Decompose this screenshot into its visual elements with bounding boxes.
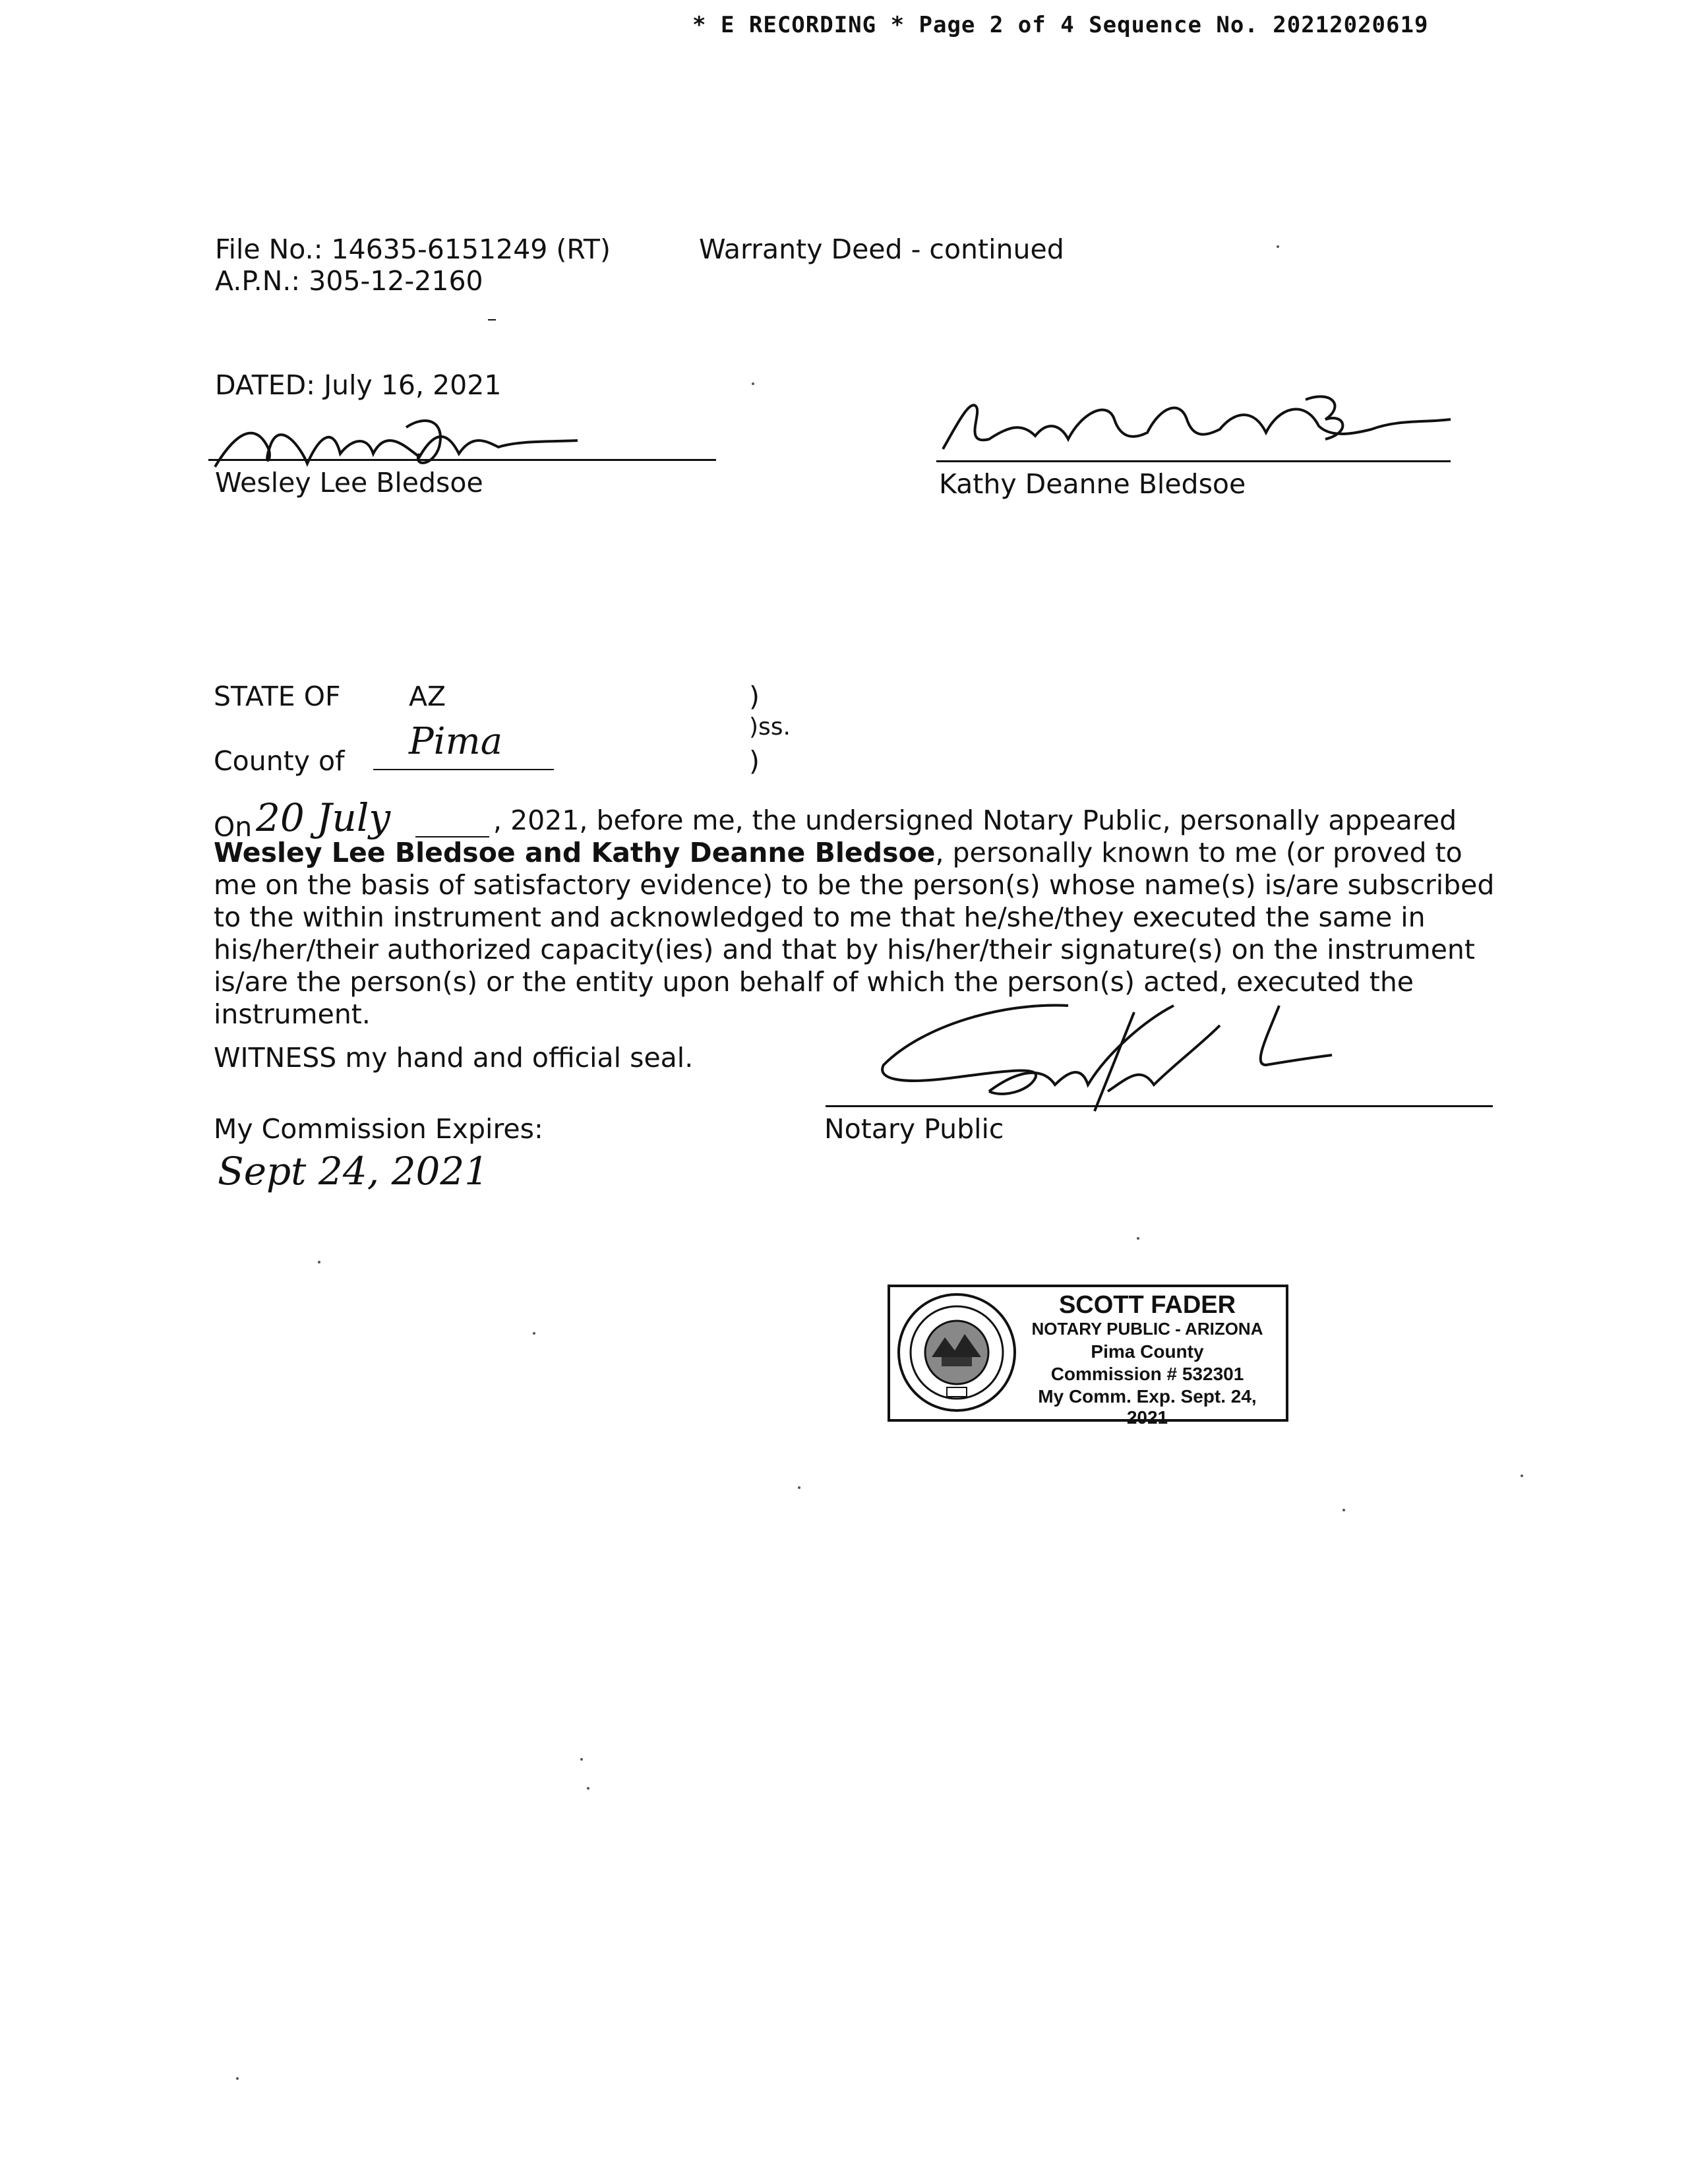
ack-signer-names: Wesley Lee Bledsoe and Kathy Deanne Bledsoe — [214, 837, 936, 868]
scan-speck — [236, 2077, 239, 2080]
county-label: County of — [214, 745, 345, 777]
stamp-commission-number: Commission # 532301 — [1050, 1364, 1244, 1384]
county-handwritten: Pima — [409, 720, 503, 763]
apn-number: A.P.N.: 305-12-2160 — [215, 265, 483, 297]
scan-speck — [587, 1787, 589, 1790]
scan-speck — [1521, 1474, 1523, 1477]
stamp-expiry: My Comm. Exp. Sept. 24, 2021 — [1038, 1386, 1257, 1428]
commission-handwritten: Sept 24, 2021 — [218, 1149, 489, 1194]
document-title: Warranty Deed - continued — [699, 233, 1064, 265]
ack-text-2: , personally known to me (or proved to me on the basis of satisfactory evidence) to be the person(s) whose name(s) is/are subscribed to the within instrument and acknowledged to me that he/she/they executed the same in his/her/their authorized capacity(ies) and that by his/her/their signature(s) on the instrument is/are the person(s) or the entity upon behalf of which the person(s) acted, executed the instrument. — [214, 837, 1495, 1030]
scan-speck — [798, 1486, 800, 1489]
paren-ss: )ss. — [749, 713, 791, 741]
left-signer-name: Wesley Lee Bledsoe — [215, 467, 483, 499]
state-value: AZ — [409, 681, 446, 712]
county-underline — [373, 769, 554, 770]
handwritten-date: 20 July — [256, 795, 391, 840]
dated-label: DATED: July 16, 2021 — [215, 369, 502, 401]
file-number: File No.: 14635-6151249 (RT) — [215, 233, 611, 265]
ack-text-1: , 2021, before me, the undersigned Notary Public, personally appeared — [493, 804, 1457, 836]
right-signature-line — [936, 460, 1451, 462]
scan-speck — [1137, 1237, 1139, 1240]
scan-speck — [1277, 245, 1279, 248]
arizona-state-seal-emblem — [895, 1291, 1018, 1414]
left-signature-line — [208, 459, 716, 461]
witness-text: WITNESS my hand and official seal. — [214, 1042, 694, 1074]
scan-speck — [1342, 1509, 1345, 1511]
stamp-county: Pima County — [1091, 1341, 1204, 1362]
on-label: On — [214, 811, 253, 843]
scan-speck — [580, 1758, 583, 1761]
right-signer-name: Kathy Deanne Bledsoe — [939, 468, 1246, 500]
notary-stamp — [888, 1285, 1288, 1428]
notary-signature-mark — [870, 992, 1345, 1118]
stamp-title: NOTARY PUBLIC - ARIZONA — [1031, 1319, 1263, 1339]
kathy-signature-mark — [936, 386, 1464, 466]
scan-speck — [318, 1261, 320, 1263]
state-label: STATE OF — [214, 681, 341, 712]
scan-speck — [752, 382, 754, 385]
stray-mark — [488, 319, 496, 320]
commission-label: My Commission Expires: — [214, 1113, 543, 1145]
paren-bottom: ) — [749, 745, 760, 777]
paren-top: ) — [749, 681, 760, 712]
scan-speck — [533, 1332, 535, 1335]
stamp-notary-name: SCOTT FADER — [1058, 1291, 1236, 1319]
notary-signature-line — [826, 1105, 1493, 1107]
recording-header: * E RECORDING * Page 2 of 4 Sequence No. 20212020619 — [692, 12, 1429, 38]
notary-public-label: Notary Public — [824, 1113, 1004, 1145]
